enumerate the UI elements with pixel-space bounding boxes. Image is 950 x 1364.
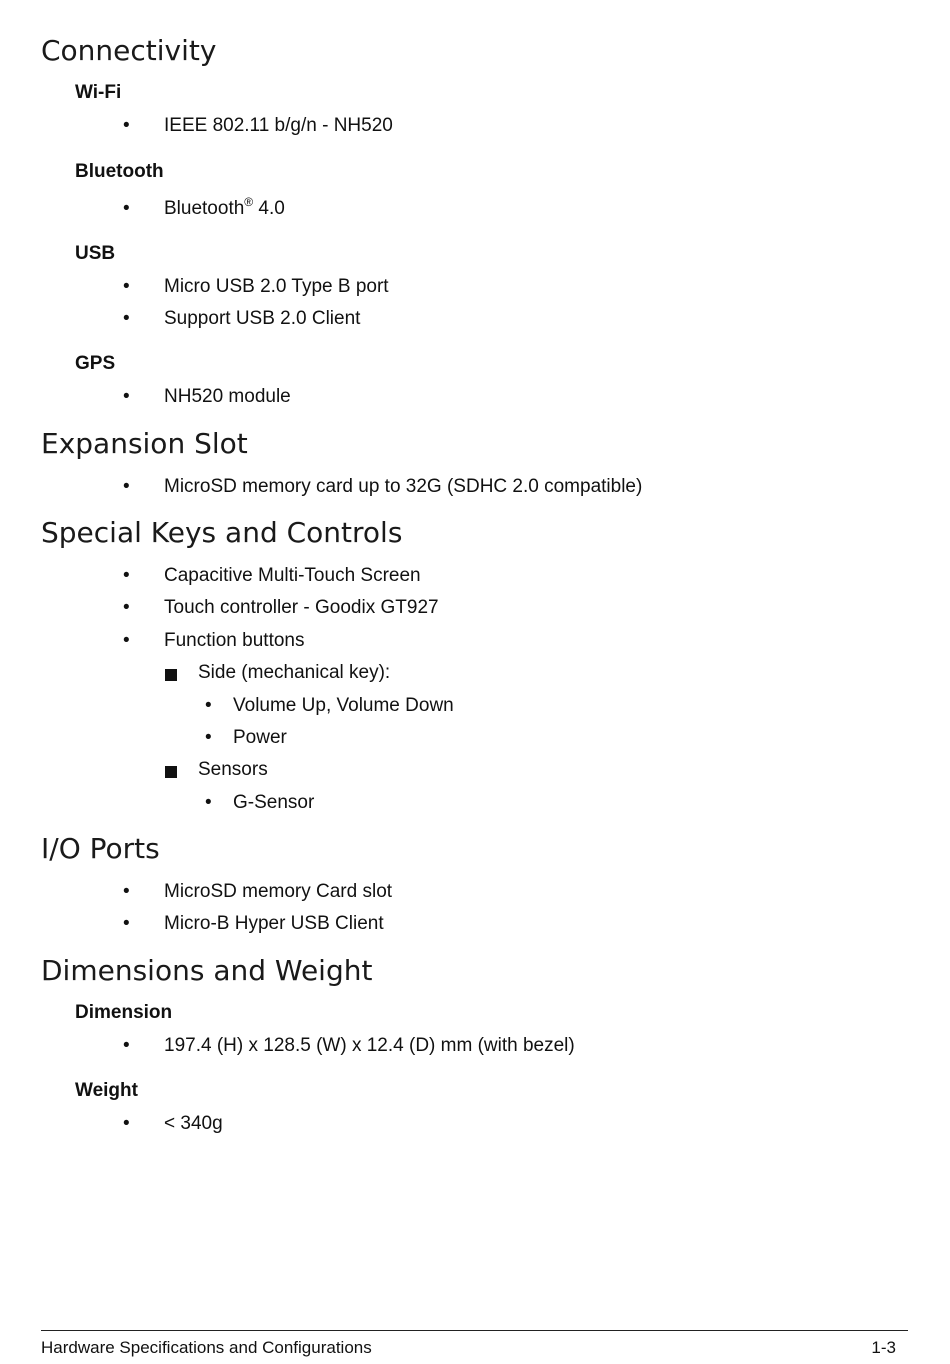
list-item-special-keys: Touch controller - Goodix GT927 (164, 597, 439, 618)
square-bullet-icon (165, 669, 177, 681)
list-item-special-keys: Capacitive Multi-Touch Screen (164, 565, 421, 586)
list-item-special-keys: Function buttons (164, 630, 305, 651)
bullet: • (123, 630, 130, 651)
bullet: • (123, 565, 130, 586)
sub-list-item: Power (233, 727, 287, 748)
subheading-usb: USB (75, 243, 116, 264)
bullet: • (123, 597, 130, 618)
list-item-expansion: MicroSD memory card up to 32G (SDHC 2.0 compatible) (164, 476, 643, 497)
list-item-io: MicroSD memory Card slot (164, 881, 393, 902)
subheading-bluetooth: Bluetooth (75, 161, 164, 182)
sub-list-label-sensors: Sensors (198, 759, 268, 780)
list-item-gps: NH520 module (164, 386, 291, 407)
list-item-bluetooth: Bluetooth® 4.0 (164, 195, 285, 219)
heading-expansion-slot: Expansion Slot (41, 427, 248, 460)
bullet: • (205, 727, 212, 748)
bullet: • (123, 386, 130, 407)
registered-mark: ® (244, 195, 254, 209)
subheading-weight: Weight (75, 1080, 138, 1101)
subheading-gps: GPS (75, 353, 116, 374)
bullet: • (123, 913, 130, 934)
bullet: • (123, 1113, 130, 1134)
footer-title: Hardware Specifications and Configurations (41, 1338, 372, 1357)
sub-list-label-side: Side (mechanical key): (198, 662, 391, 683)
list-item-dimension: 197.4 (H) x 128.5 (W) x 12.4 (D) mm (with bezel) (164, 1035, 575, 1056)
bullet: • (123, 115, 130, 136)
bullet: • (123, 198, 130, 219)
bullet: • (123, 1035, 130, 1056)
bullet: • (123, 476, 130, 497)
bullet: • (123, 276, 130, 297)
subheading-dimension: Dimension (75, 1002, 173, 1023)
heading-special-keys: Special Keys and Controls (41, 516, 403, 549)
square-bullet-icon (165, 766, 177, 778)
heading-io-ports: I/O Ports (41, 832, 160, 865)
list-item-weight: < 340g (164, 1113, 223, 1134)
list-item-io: Micro-B Hyper USB Client (164, 913, 384, 934)
subheading-wifi: Wi-Fi (75, 82, 122, 103)
bullet: • (123, 308, 130, 329)
bullet: • (123, 881, 130, 902)
sub-list-item: G-Sensor (233, 792, 315, 813)
heading-connectivity: Connectivity (41, 34, 217, 67)
heading-dimensions-weight: Dimensions and Weight (41, 954, 373, 987)
page-number: 1-3 (871, 1338, 896, 1357)
bullet: • (205, 695, 212, 716)
bullet: • (205, 792, 212, 813)
footer-divider (41, 1330, 908, 1331)
list-item-usb: Support USB 2.0 Client (164, 308, 361, 329)
list-item-wifi: IEEE 802.11 b/g/n - NH520 (164, 115, 393, 136)
sub-list-item: Volume Up, Volume Down (233, 695, 454, 716)
list-item-usb: Micro USB 2.0 Type B port (164, 276, 389, 297)
